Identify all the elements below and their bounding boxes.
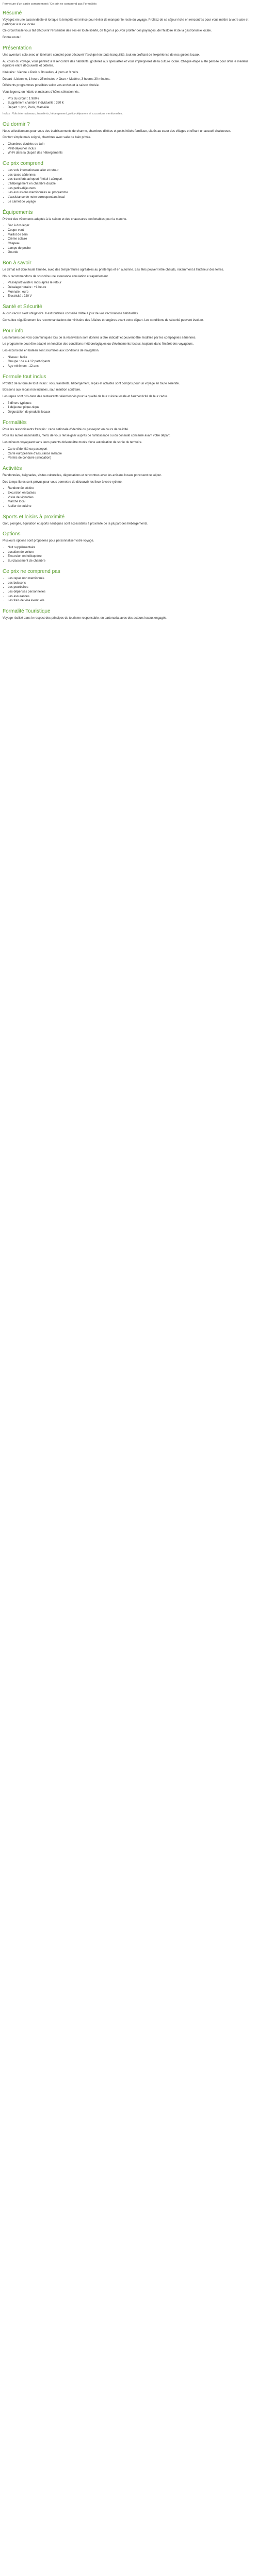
section-paragraph: Des temps libres sont prévus pour vous permettre de découvrir les lieux à votre rythme. [3,480,123,484]
list-item: • Niveau : facile [8,355,255,360]
list-item: • Excursion en bateau [8,491,255,496]
list-item: • Petit-déjeuner inclus [8,147,255,151]
list-item: • Nuit supplémentaire [8,546,255,550]
section-paragraph: Voyage réalisé dans le respect des principes du tourisme responsable, en partenariat avec des acteurs locaux engagés. [3,616,167,620]
section-sante [3,304,255,323]
section-sports [3,514,255,527]
section-ne-comprend-pas [3,569,255,603]
list-item: • Carte d'identité ou passeport [8,447,255,452]
section-paragraph: Profitez de la formule tout inclus : vols, transferts, hébergement, repas et activités sont compris pour un voyage en toute sérénité. [3,382,180,385]
list-item: • Carte européenne d'assurance maladie [8,452,255,456]
list-item: • Les boissons [8,581,255,586]
list-item: • Les petits-déjeuners [8,187,255,191]
section-paragraph: Vous logerez en hôtels et maisons d'hôtes sélectionnés. [3,90,79,94]
section-paragraph: Pour les autres nationalités, merci de vous renseigner auprès de l'ambassade ou du consulat concerné avant votre départ. [3,434,171,438]
section-paragraph: Ce circuit facile vous fait découvrir l'ensemble des îles en toute liberté, de façon à pouvoir profiter des paysages, de l'histoire et de la gastronomie locale. [3,29,212,33]
section-pour-info [3,328,255,369]
section-list [3,355,255,369]
list-item: • Les taxes aériennes [8,173,255,178]
list-item: • Chapeau [8,242,255,246]
list-item: • Les pourboires [8,585,255,590]
list-item: • Les vols internationaux aller et retour [8,168,255,173]
list-item: • Départ : Lyon, Paris, Marseille [8,106,255,110]
list-item: • Supplément chambre individuelle : 320 € [8,101,255,106]
section-equipements [3,210,255,256]
section-bon-a-savoir [3,260,255,299]
list-item: • Dégustation de produits locaux [8,410,255,415]
section-paragraph: Le climat est doux toute l'année, avec des températures agréables au printemps et en automne. Les étés peuvent être chauds, notamment à l'intérieur des terres. [3,268,224,272]
section-paragraph: Les mineurs voyageant sans leurs parents doivent être munis d'une autorisation de sortie du territoire. [3,441,142,445]
section-title: Pour info [3,328,24,334]
section-title: Formalité Touristique [3,608,51,614]
list-item: • Décalage horaire : +1 heure [8,285,255,290]
section-title: Ce prix comprend [3,161,43,166]
section-options [3,531,255,563]
section-paragraph: Plusieurs options sont proposées pour personnaliser votre voyage. [3,539,94,543]
list-item: • L'assistance de notre correspondant local [8,195,255,200]
list-item: • Randonnée côtière [8,486,255,491]
section-title: Résumé [3,10,22,16]
section-paragraph: Nous sélectionnons pour vous des établissements de charme, chambres d'hôtes et petits hôtels familiaux, situés au cœur des villages et offrant un accueil chaleureux. [3,129,231,133]
list-item: • Monnaie : euro [8,290,255,295]
list-item: • Visite de vignobles [8,496,255,500]
list-item: • Sac à dos léger [8,224,255,228]
section-paragraph: Boissons aux repas non incluses, sauf mention contraire. [3,388,81,392]
section-paragraph: Aucun vaccin n'est obligatoire. Il est toutefois conseillé d'être à jour de vos vaccinations habituelles. [3,312,139,316]
list-item: • L'hébergement en chambre double [8,182,255,187]
section-paragraph: Les excursions en bateau sont soumises aux conditions de navigation. [3,349,100,352]
section-paragraph: Bonne route ! [3,36,22,40]
list-item: • Permis de conduire (si location) [8,456,255,461]
section-list [3,577,255,603]
list-item: • Location de voiture [8,550,255,555]
section-title: Options [3,531,21,537]
section-list [3,224,255,255]
section-title: Bon à savoir [3,260,31,266]
list-item: • Crème solaire [8,237,255,242]
page-container [0,0,258,631]
section-paragraph: Randonnées, baignades, visites culturelles, dégustations et rencontres avec les artisans locaux ponctuent ce séjour. [3,473,162,477]
section-title: Santé et Sécurité [3,304,42,310]
section-title: Équipements [3,209,33,215]
list-item: • Surclassement de chambre [8,559,255,564]
list-item: • Les excursions mentionnées au programme [8,191,255,195]
section-paragraph: Les horaires des vols communiqués lors de la réservation sont donnés à titre indicatif et peuvent être modifiés par les compagnies aériennes. [3,336,197,340]
section-list [3,401,255,415]
list-item: • Les frais de visa éventuels [8,599,255,603]
section-paragraph: Le programme peut être adapté en fonction des conditions météorologiques ou d'événements locaux, toujours dans l'intérêt des voyageurs. [3,343,194,346]
list-item: • Marché local [8,500,255,504]
section-title: Formalités [3,419,27,426]
list-item: • Atelier de cuisine [8,504,255,509]
section-paragraph: Différents programmes possibles selon vos envies et la saison choisie. [3,84,100,88]
section-ou-dormir [3,122,255,156]
section-note: Inclus : Vols internationaux, transferts, hébergement, petits-déjeuners et excursions mentionnées. [3,112,123,115]
section-paragraph: Les repas sont pris dans des restaurants sélectionnés pour la qualité de leur cuisine locale et l'authenticité de leur cadre. [3,395,168,398]
list-item: • 3 dîners typiques [8,401,255,406]
list-item: • Prix du circuit : 1 980 € [8,97,255,101]
list-item: • Wi-Fi dans la plupart des hébergements [8,151,255,156]
section-list [3,97,255,110]
list-item: • Passeport valide 6 mois après le retour [8,281,255,285]
list-item: • Maillot de bain [8,233,255,238]
section-paragraph: Golf, plongée, équitation et sports nautiques sont accessibles à proximité de la plupart des hébergements. [3,522,148,526]
list-item: • Les transferts aéroport / hôtel / aéroport [8,177,255,182]
section-paragraph: Voyagez en une saison idéale et lorsque la tempête est mince pour éviter de manquer le reste du voyage. Profitez de ce séjour riche en rencontres pour vous mettre à votre aise et participer à la vie locale. [3,19,249,26]
section-prix [3,161,255,205]
section-title: Ce prix ne comprend pas [3,568,60,574]
section-list [3,281,255,299]
section-paragraph: Une aventure solo avec un itinéraire complet pour découvrir l'archipel en toute tranquillité, tout en profitant de l'expérience de nos guides locaux. [3,53,200,57]
section-title: Présentation [3,45,32,51]
list-item: • Les dépenses personnelles [8,590,255,595]
section-formule [3,374,255,415]
section-list [3,447,255,461]
section-paragraph: Itinéraire : Vienne > Paris > Bruxelles, 4 jours et 3 nuits. [3,71,79,74]
list-item: • 1 déjeuner pique-nique [8,405,255,410]
list-item: • Coupe-vent [8,228,255,233]
list-item: • Les assurances [8,595,255,599]
section-presentation [3,45,255,116]
section-formalites [3,420,255,461]
page-intro: Fermeture d'un partie comprennent / Ce prix ne comprend pas Formalités [3,3,97,6]
section-title: Où dormir ? [3,121,30,127]
section-list [3,486,255,509]
section-title: Activités [3,465,22,471]
list-item: • Excursion en hélicoptère [8,554,255,559]
section-formule-2 [3,608,255,621]
section-paragraph: Prévoir des vêtements adaptés à la saison et des chaussures confortables pour la marche. [3,217,127,221]
section-paragraph: Nous recommandons de souscrire une assurance annulation et rapatriement. [3,275,109,278]
section-activites [3,466,255,509]
list-item: • Groupe : de 4 à 12 participants [8,360,255,364]
section-title: Formule tout inclus [3,374,46,380]
section-resume [3,10,255,40]
list-item: • Les repas non mentionnés [8,577,255,581]
section-paragraph: Pour les ressortissants français : carte nationale d'identité ou passeport en cours de validité. [3,428,129,431]
sections-container [3,10,255,621]
section-paragraph: Départ : Lisbonne, 1 heure 25 minutes > Oran > Madère, 3 heures 30 minutes. [3,77,110,81]
section-list [3,142,255,156]
list-item: • Chambres doubles ou twin [8,142,255,147]
list-item: • Électricité : 220 V [8,294,255,299]
section-paragraph: Au cours du voyage, vous partirez à la rencontre des habitants, goûterez aux spécialités et vous imprégnerez de la culture locale. Chaque étape a été pensée pour offrir le meilleur équilibre entre découverte et détente. [3,60,248,68]
section-list [3,546,255,564]
section-title: Sports et loisirs à proximité [3,514,65,520]
section-paragraph: Confort simple mais soigné, chambres avec salle de bain privée. [3,136,91,140]
list-item: • Âge minimum : 12 ans [8,364,255,369]
list-item: • Le carnet de voyage [8,200,255,205]
list-item: • Lampe de poche [8,246,255,251]
section-list [3,168,255,205]
list-item: • Gourde [8,250,255,255]
section-paragraph: Consultez régulièrement les recommandations du ministère des Affaires étrangères avant votre départ. Les conditions de sécurité peuvent évoluer. [3,318,204,322]
